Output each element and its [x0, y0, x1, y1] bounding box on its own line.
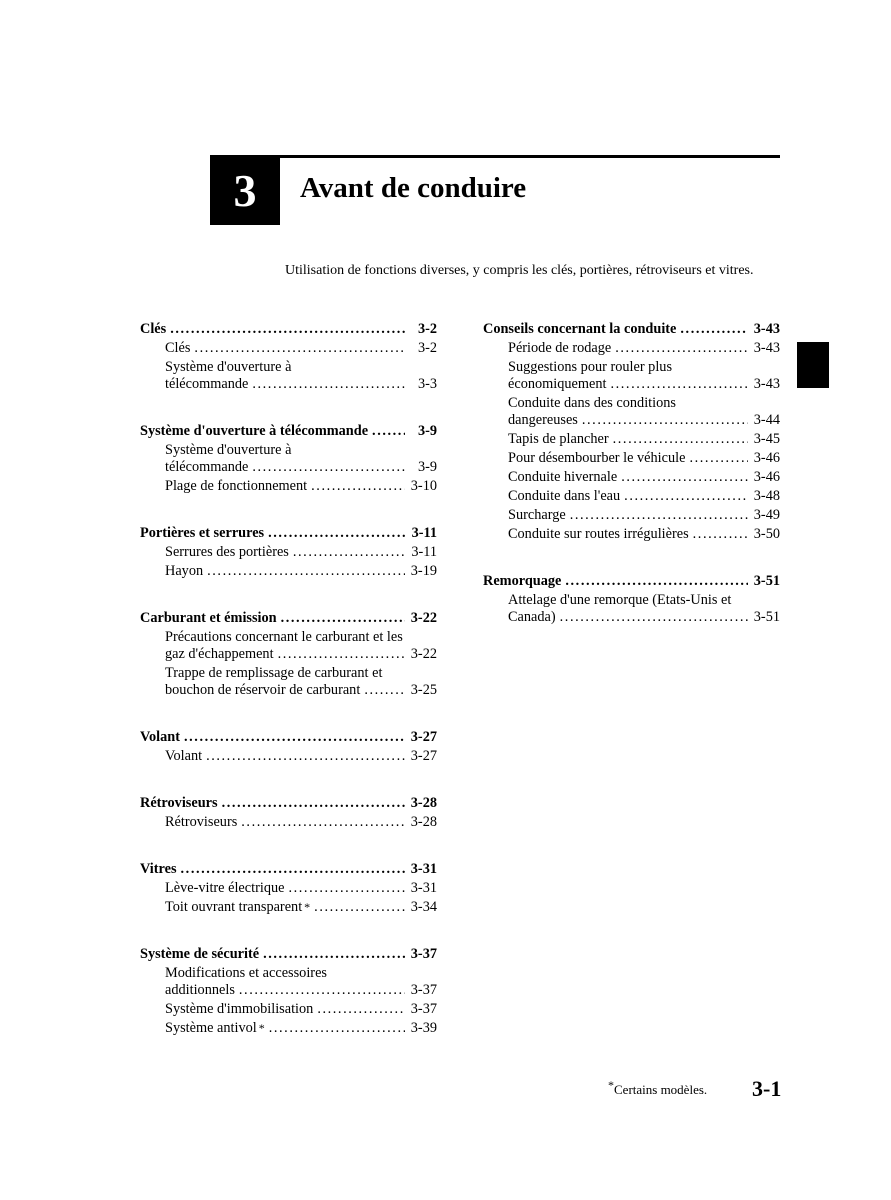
toc-entry-text: Surcharge: [508, 507, 566, 523]
footnote: [606, 1077, 708, 1098]
toc-entry-text: Système antivol: [165, 1020, 257, 1036]
dot-leader: [252, 376, 405, 393]
dot-leader: [314, 899, 405, 916]
toc-page-number: 3-51: [753, 573, 780, 589]
dot-leader: [268, 525, 405, 542]
dot-leader: [207, 563, 405, 580]
toc-page-number: 3-37: [410, 1001, 437, 1017]
toc-entry[interactable]: [140, 478, 437, 495]
toc-group: [140, 610, 437, 699]
dot-leader: [184, 729, 405, 746]
toc-entry-text: Volant: [165, 748, 203, 764]
toc-entry-line: [140, 729, 437, 746]
toc-entry-line: [165, 359, 437, 376]
dot-leader: [288, 880, 405, 897]
toc-entry-text: Clés: [140, 321, 167, 337]
toc-group: [140, 729, 437, 765]
toc-page-number: 3-11: [411, 544, 437, 560]
toc-entry-text: Système d'ouverture à télécommande: [140, 423, 369, 439]
toc-entry-text: Canada): [508, 609, 556, 625]
toc-entry-text: Remorquage: [483, 573, 562, 589]
dot-leader: [621, 469, 748, 486]
toc-entry-line: [165, 376, 437, 393]
toc-entry-text: Conduite dans l'eau: [508, 488, 621, 504]
toc-entry-line: [165, 682, 437, 699]
toc-page-number: 3-2: [417, 321, 437, 337]
toc-entry-line: [508, 507, 780, 524]
toc-page-number: 3-46: [753, 450, 780, 466]
toc-entry-text: Toit ouvrant transparent: [165, 899, 303, 915]
toc-page-number: 3-28: [410, 814, 437, 830]
toc-page-number: 3-10: [410, 478, 437, 494]
dot-leader: [610, 376, 748, 393]
toc-entry-text: Portières et serrures: [140, 525, 265, 541]
toc-page-number: 3-9: [417, 423, 437, 439]
toc-entry-line: [165, 880, 437, 897]
toc-page-number: 3-28: [410, 795, 437, 811]
page-number: 3-1: [752, 1076, 782, 1101]
toc-page-number: 3-27: [410, 748, 437, 764]
toc-entry-text: Période de rodage: [508, 340, 612, 356]
toc-entry-line: [508, 450, 780, 467]
toc-entry[interactable]: [140, 814, 437, 831]
toc-page-number: 3-37: [410, 982, 437, 998]
toc-entry-line: [165, 814, 437, 831]
toc-entry-text: Serrures des portières: [165, 544, 289, 560]
toc-entry[interactable]: [483, 340, 780, 357]
toc-entry-text: dangereuses: [508, 412, 578, 428]
toc-entry-line: [165, 665, 437, 682]
dot-leader: [206, 748, 405, 765]
toc-entry-text: gaz d'échappement: [165, 646, 274, 662]
toc-entry-line: [140, 321, 437, 338]
toc-page-number: 3-46: [753, 469, 780, 485]
toc-page-number: 3-37: [410, 946, 437, 962]
toc-group: [140, 321, 437, 393]
toc-entry-text: Conduite dans des conditions: [508, 395, 676, 411]
toc-entry-line: [165, 459, 437, 476]
dot-leader: [170, 321, 405, 338]
dot-leader: [372, 423, 405, 440]
toc-entry-text: Précautions concernant le carburant et les: [165, 629, 403, 645]
footnote-text: Certains modèles.: [614, 1082, 708, 1097]
toc-entry-text: Rétroviseurs: [140, 795, 218, 811]
toc-entry[interactable]: [483, 469, 780, 486]
toc-entry-line: [508, 395, 780, 412]
toc-entry-text: Rétroviseurs: [165, 814, 238, 830]
dot-leader: [560, 609, 748, 626]
toc-entry-line: [165, 478, 437, 495]
dot-leader: [222, 795, 405, 812]
dot-leader: [582, 412, 748, 429]
toc-section[interactable]: [140, 423, 437, 440]
toc-entry-line: [508, 488, 780, 505]
toc-entry-line: [508, 469, 780, 486]
toc-entry-text: Hayon: [165, 563, 204, 579]
toc-entry[interactable]: [140, 563, 437, 580]
dot-leader: [281, 610, 405, 627]
toc-entry-line: [165, 340, 437, 357]
chapter-number-box: [210, 155, 280, 225]
toc-entry-line: [140, 525, 437, 542]
toc-entry[interactable]: [483, 431, 780, 448]
toc-entry-line: [140, 795, 437, 812]
toc-section[interactable]: [140, 610, 437, 627]
toc-page-number: 3-3: [417, 376, 437, 392]
toc-entry[interactable]: [140, 359, 437, 393]
dot-leader: [680, 321, 748, 338]
toc-entry[interactable]: [140, 899, 437, 916]
toc-entry-line: [508, 526, 780, 543]
toc-section[interactable]: [140, 946, 437, 963]
toc-entry-line: [483, 573, 780, 590]
toc-entry-line: [165, 748, 437, 765]
toc-section[interactable]: [483, 321, 780, 338]
toc-entry-line: Système antivol * . . . 3-39: [165, 1020, 437, 1037]
toc-entry-line: [165, 563, 437, 580]
toc-entry-line: [508, 359, 780, 376]
toc-group: [140, 525, 437, 580]
toc-page-number: 3-43: [753, 321, 780, 337]
toc-page-number: 3-48: [753, 488, 780, 504]
toc-entry-line: [508, 592, 780, 609]
toc-entry-text: Volant: [140, 729, 180, 745]
toc-entry-text: Conduite hivernale: [508, 469, 618, 485]
dot-leader: [252, 459, 405, 476]
toc-entry-line: [483, 321, 780, 338]
toc-entry[interactable]: [140, 665, 437, 699]
toc-entry-line: [165, 544, 437, 561]
toc-left-column: [140, 321, 437, 1039]
dot-leader: [689, 450, 748, 467]
chapter-number: 3: [233, 164, 257, 216]
toc-entry-text: économiquement: [508, 376, 607, 392]
toc-page-number: 3-45: [753, 431, 780, 447]
toc-entry[interactable]: [483, 450, 780, 467]
toc-entry[interactable]: [140, 965, 437, 999]
toc-entry-line: [165, 629, 437, 646]
toc-entry-text: bouchon de réservoir de carburant: [165, 682, 361, 698]
toc-entry[interactable]: [140, 1001, 437, 1018]
toc-page-number: 3-34: [410, 899, 437, 915]
toc-entry-text: Clés: [165, 340, 191, 356]
dot-leader: [364, 682, 405, 699]
toc-entry-text: télécommande: [165, 459, 249, 475]
toc-entry-text: Conseils concernant la conduite: [483, 321, 677, 337]
toc-entry[interactable]: [140, 442, 437, 476]
dot-leader: [317, 1001, 405, 1018]
toc-entry[interactable]: [140, 1020, 437, 1037]
toc-entry-line: [165, 965, 437, 982]
toc-entry[interactable]: [483, 395, 780, 429]
toc-entry-line: [165, 442, 437, 459]
toc-entry-line: Toit ouvrant transparent * . . . 3-34: [165, 899, 437, 916]
toc-entry-text: Modifications et accessoires: [165, 965, 327, 981]
toc-page-number: 3-31: [410, 880, 437, 896]
toc-entry-line: [140, 423, 437, 440]
toc-entry[interactable]: [483, 592, 780, 626]
toc-page-number: 3-25: [410, 682, 437, 698]
toc-entry-text: Pour désembourber le véhicule: [508, 450, 686, 466]
toc-entry-text: Système d'immobilisation: [165, 1001, 314, 1017]
footnote-asterisk: *: [608, 1077, 614, 1092]
toc-entry-line: [508, 340, 780, 357]
dot-leader: [241, 814, 405, 831]
toc-page-number: 3-44: [753, 412, 780, 428]
toc-section[interactable]: [140, 729, 437, 746]
dot-leader: [570, 507, 748, 524]
toc-entry[interactable]: [483, 507, 780, 524]
toc-entry[interactable]: [140, 544, 437, 561]
toc-entry-text: Lève-vitre électrique: [165, 880, 285, 896]
dot-leader: [194, 340, 405, 357]
toc-group: [140, 946, 437, 1037]
toc-page-number: 3-43: [753, 340, 780, 356]
toc-page-number: 3-43: [753, 376, 780, 392]
dot-leader: [181, 861, 405, 878]
dot-leader: [615, 340, 748, 357]
toc-entry-line: [165, 982, 437, 999]
toc-entry-line: [140, 610, 437, 627]
toc-entry-line: [140, 861, 437, 878]
toc-entry-text: Suggestions pour rouler plus: [508, 359, 673, 375]
chapter-title: Avant de conduire: [300, 172, 527, 204]
chapter-intro: Utilisation de fonctions diverses, y compris les clés, portières, rétroviseurs et vitres.: [285, 263, 754, 278]
toc-page-number: 3-49: [753, 507, 780, 523]
toc-entry-line: [508, 412, 780, 429]
toc-entry-text: Conduite sur routes irrégulières: [508, 526, 689, 542]
toc-page-number: 3-2: [417, 340, 437, 356]
toc-page-number: 3-22: [410, 646, 437, 662]
toc-group: [483, 321, 780, 543]
toc-page-number: 3-22: [410, 610, 437, 626]
toc-entry-line: [508, 609, 780, 626]
toc-entry-text: additionnels: [165, 982, 235, 998]
toc-group: [140, 795, 437, 831]
toc-entry[interactable]: [140, 880, 437, 897]
dot-leader: [269, 1020, 405, 1037]
toc-section[interactable]: [140, 525, 437, 542]
dot-leader: [565, 573, 748, 590]
toc-right-column: [483, 321, 780, 628]
toc-entry-text: Système d'ouverture à: [165, 442, 292, 458]
dot-leader: [293, 544, 405, 561]
dot-leader: [278, 646, 405, 663]
dot-leader: [311, 478, 405, 495]
toc-group: [140, 861, 437, 916]
dot-leader: [263, 946, 405, 963]
toc-entry-text: Trappe de remplissage de carburant et: [165, 665, 383, 681]
toc-entry-line: [508, 431, 780, 448]
toc-entry-line: [165, 1001, 437, 1018]
toc-entry[interactable]: [483, 488, 780, 505]
chapter-header-rule: [280, 155, 780, 158]
toc-page-number: 3-27: [410, 729, 437, 745]
toc-page-number: 3-31: [410, 861, 437, 877]
toc-entry-line: [140, 946, 437, 963]
toc-section[interactable]: [483, 573, 780, 590]
toc-page-number: 3-9: [417, 459, 437, 475]
toc-section[interactable]: [140, 321, 437, 338]
dot-leader: [613, 431, 748, 448]
toc-entry[interactable]: [483, 526, 780, 543]
toc-entry-text: télécommande: [165, 376, 249, 392]
dot-leader: [624, 488, 748, 505]
toc-page-number: 3-51: [753, 609, 780, 625]
toc-group: [483, 573, 780, 626]
toc-entry-text: Système d'ouverture à: [165, 359, 292, 375]
toc-entry-text: Carburant et émission: [140, 610, 277, 626]
toc-section[interactable]: [140, 795, 437, 812]
toc-section[interactable]: [140, 861, 437, 878]
toc-group: [140, 423, 437, 495]
toc-entry-text: Tapis de plancher: [508, 431, 609, 447]
toc-page-number: 3-50: [753, 526, 780, 542]
toc-page-number: 3-39: [410, 1020, 437, 1036]
toc-entry-line: [508, 376, 780, 393]
toc-entry[interactable]: [483, 359, 780, 393]
toc-entry-text: Système de sécurité: [140, 946, 260, 962]
toc-entry[interactable]: [140, 629, 437, 663]
toc-page-number: 3-11: [411, 525, 437, 541]
toc-entry[interactable]: [140, 340, 437, 357]
toc-entry-text: Vitres: [140, 861, 177, 877]
toc-entry-text: Attelage d'une remorque (Etats-Unis et: [508, 592, 732, 608]
dot-leader: [693, 526, 748, 543]
toc-entry[interactable]: [140, 748, 437, 765]
chapter-side-tab: [797, 342, 829, 388]
toc-entry-line: [165, 646, 437, 663]
toc-page-number: 3-19: [410, 563, 437, 579]
dot-leader: [239, 982, 405, 999]
toc-entry-text: Plage de fonctionnement: [165, 478, 308, 494]
